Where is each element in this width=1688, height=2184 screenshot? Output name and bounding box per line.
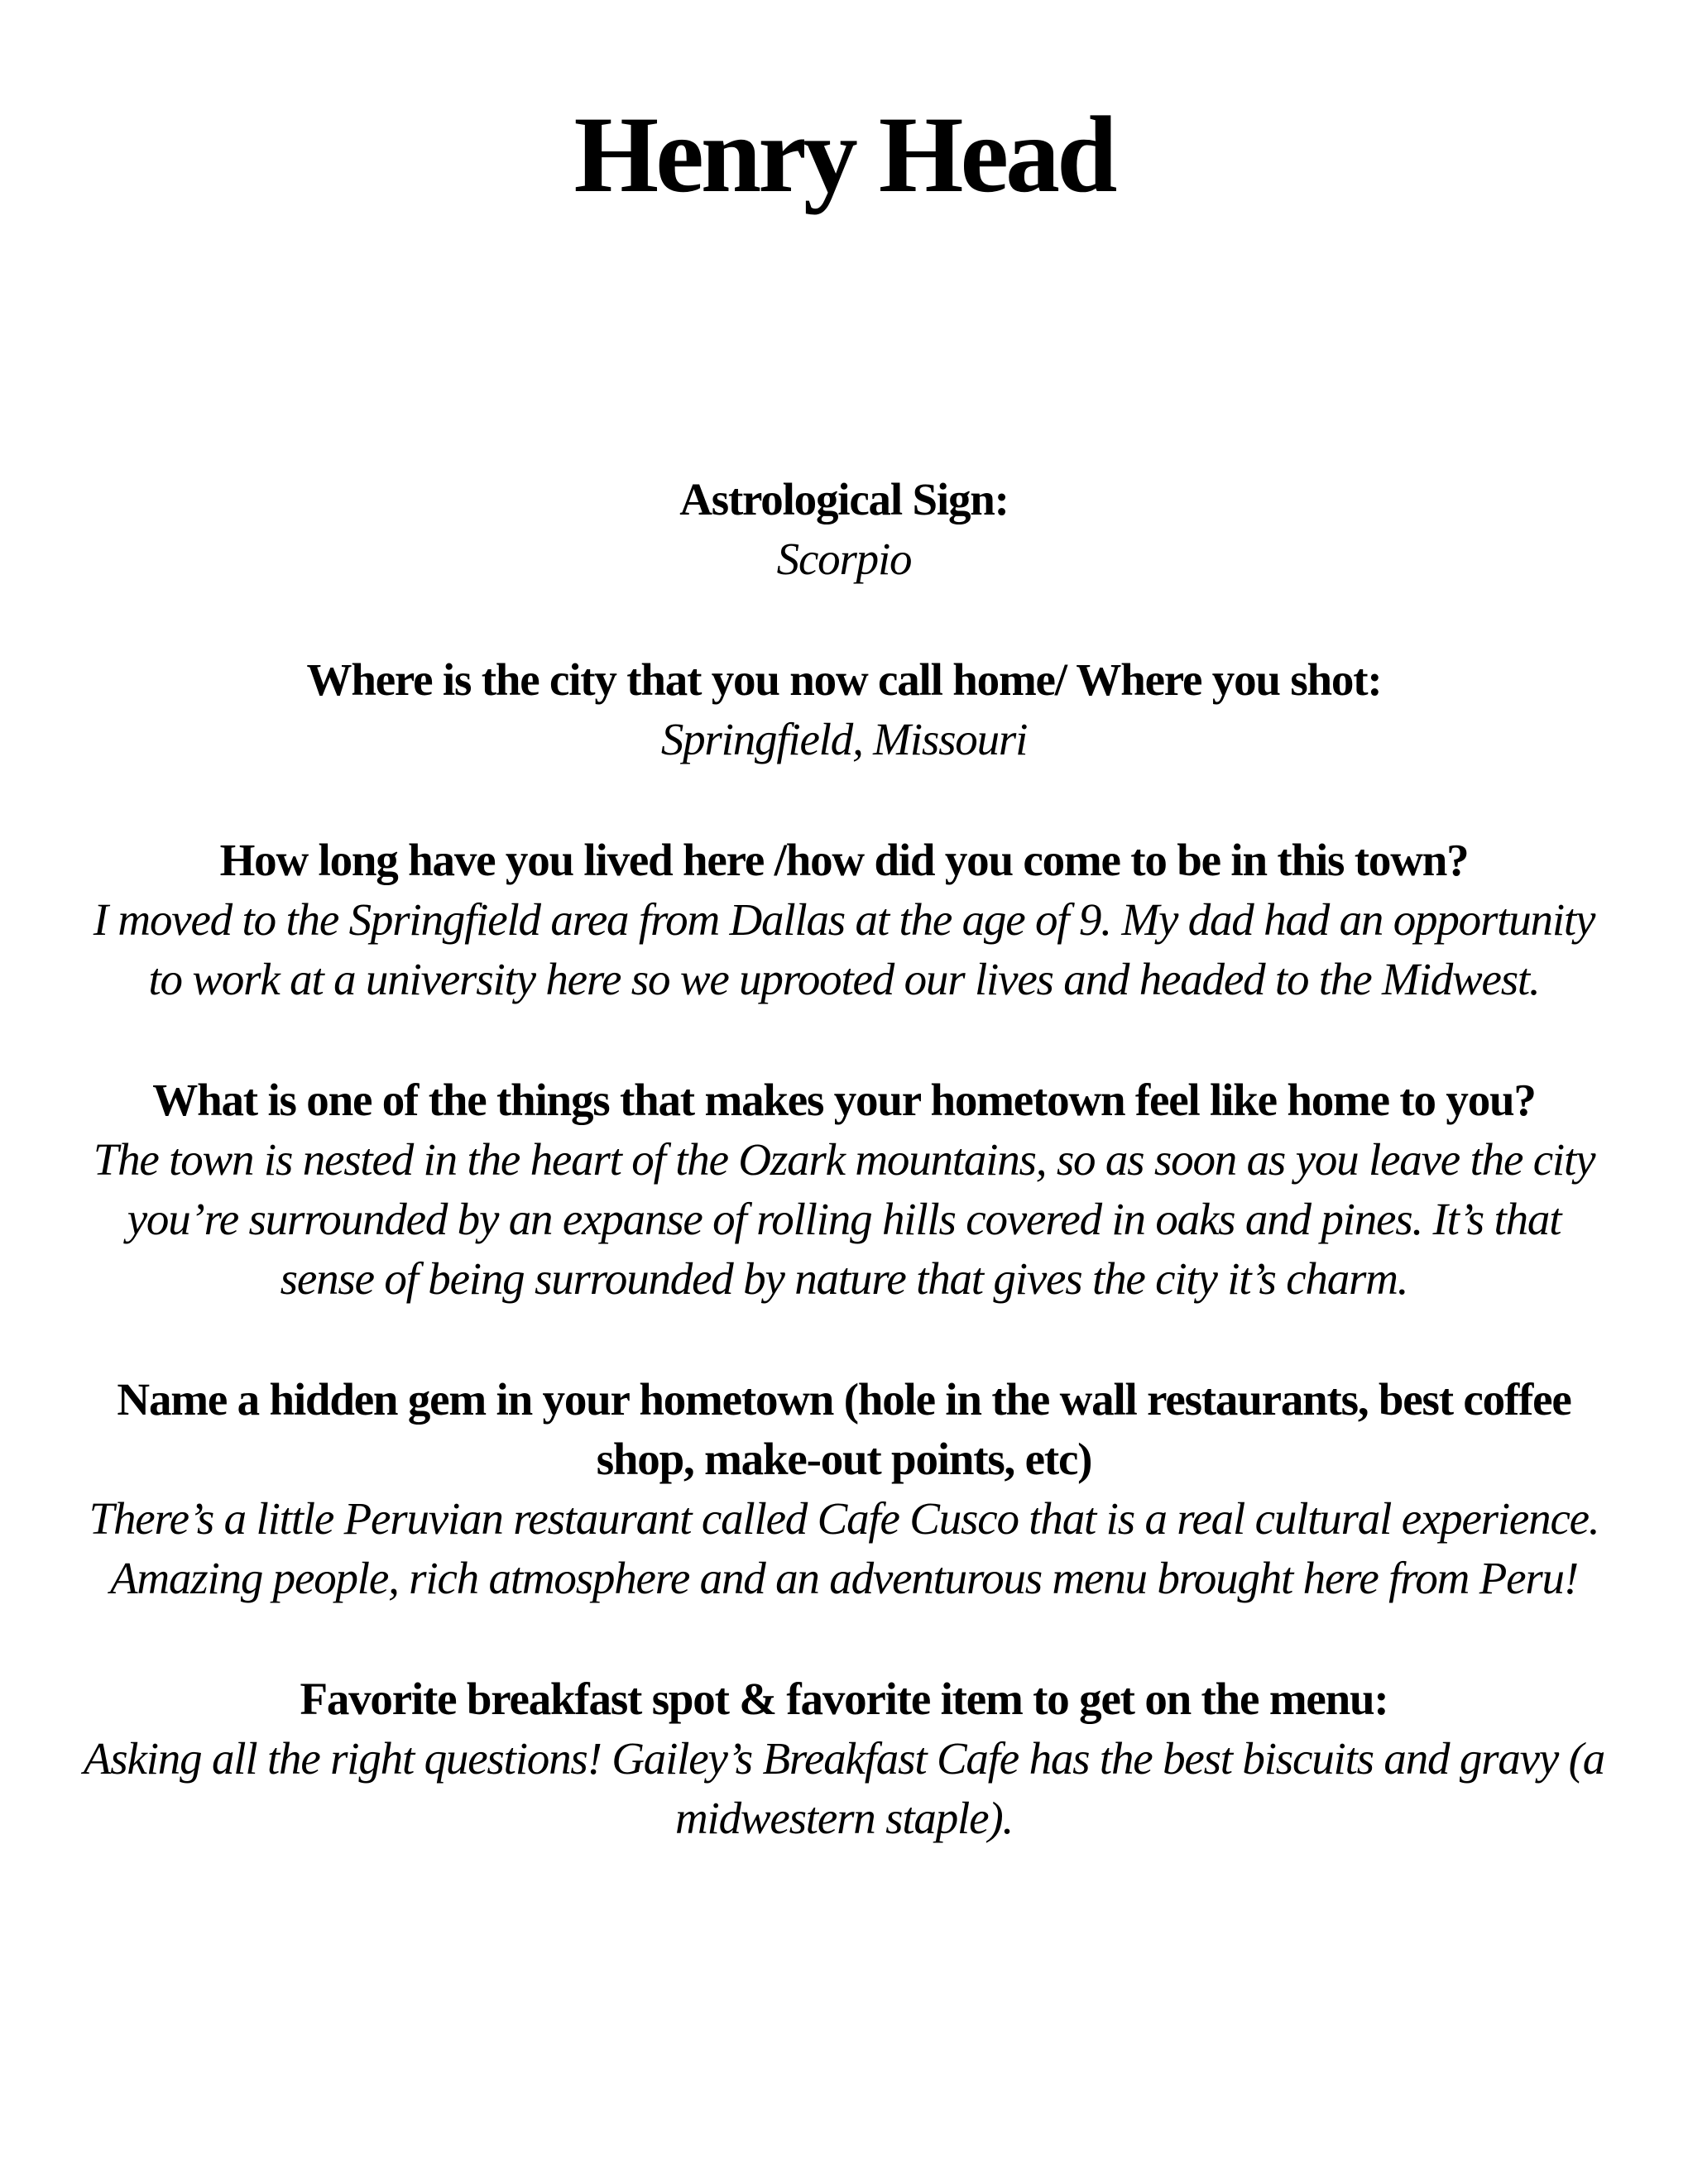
question: Where is the city that you now call home/ Where you shot: (306, 654, 1382, 705)
question: Name a hidden gem in your hometown (hole in the wall restaurants, best coffee shop, make-out points, etc) (117, 1374, 1571, 1484)
qa-item-home-city (83, 650, 1605, 769)
answer: The town is nested in the heart of the Ozark mountains, so as soon as you leave the city you’re surrounded by an expanse of rolling hills covered in oaks and pines. It’s that sense of being surrounded by nature that gives the city it’s charm. (93, 1134, 1595, 1304)
qa-list (83, 470, 1605, 1848)
question: Astrological Sign: (679, 474, 1009, 524)
qa-item-breakfast-spot (83, 1669, 1605, 1848)
answer: Springfield, Missouri (660, 714, 1028, 764)
qa-item-astrological-sign (83, 470, 1605, 589)
qa-item-feels-like-home (83, 1070, 1605, 1309)
question: How long have you lived here /how did you come to be in this town? (219, 835, 1469, 885)
qa-item-how-long (83, 831, 1605, 1009)
answer: I moved to the Springfield area from Dallas at the age of 9. My dad had an opportunity to work at a university here so we uprooted our lives and headed to the Midwest. (93, 894, 1595, 1004)
qa-item-hidden-gem (83, 1370, 1605, 1608)
page-title: Henry Head (573, 93, 1115, 215)
answer: Asking all the right questions! Gailey’s Breakfast Cafe has the best biscuits and gravy (a midwestern staple). (83, 1733, 1605, 1843)
answer: There’s a little Peruvian restaurant called Cafe Cusco that is a real cultural experience. Amazing people, rich atmosphere and an adventurous menu brought here from Peru! (89, 1493, 1599, 1603)
answer: Scorpio (776, 534, 912, 584)
question: What is one of the things that makes your hometown feel like home to you? (152, 1075, 1536, 1125)
question: Favorite breakfast spot & favorite item to get on the menu: (300, 1674, 1388, 1724)
